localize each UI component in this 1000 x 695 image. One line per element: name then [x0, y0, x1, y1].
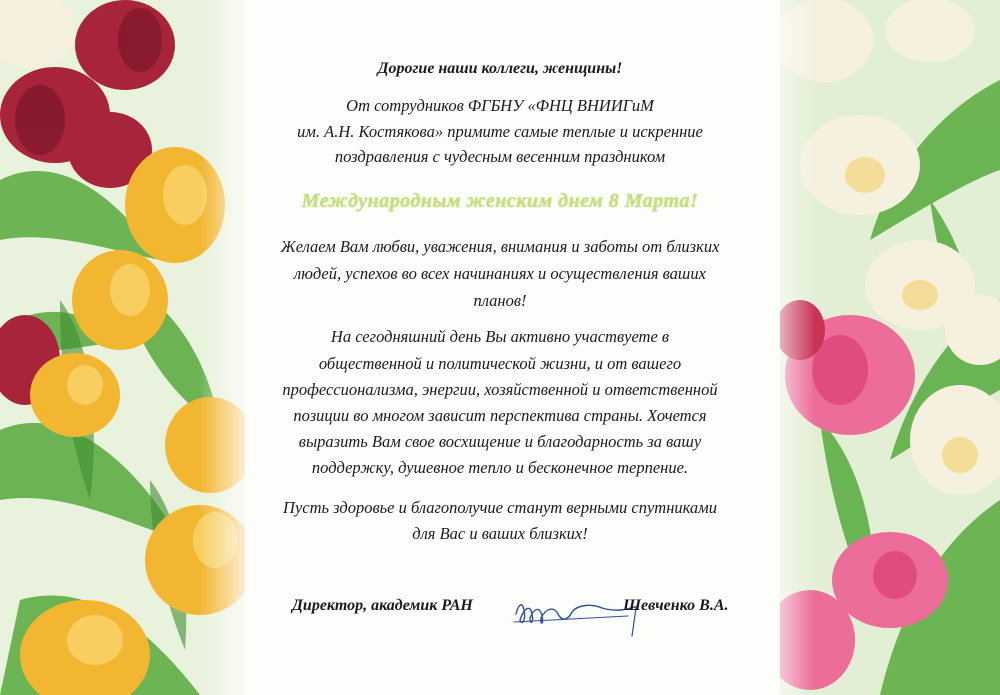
body-line: поддержку, душевное тепло и бесконечное терпение. — [311, 458, 689, 477]
signer-name: Шевченко В.А. — [623, 597, 729, 614]
wish-line: Желаем Вам любви, уважения, внимания и заботы от близких — [280, 237, 720, 256]
holiday-title: Международным женским днем 8 Марта! — [301, 190, 699, 212]
body-line: профессионализма, энергии, хозяйственной и ответственной — [282, 380, 718, 399]
greeting-heading: Дорогие наши коллеги, женщины! — [377, 60, 623, 77]
closing-line: для Вас и ваших близких! — [412, 524, 588, 543]
closing-line: Пусть здоровье и благополучие станут верными спутниками — [283, 498, 717, 517]
body-line: позиции во многом зависит перспектива страны. Хочется — [293, 406, 707, 425]
handwritten-signature — [508, 586, 648, 646]
body-line: На сегодняшний день Вы активно участвуете в — [330, 327, 670, 346]
body-line: выразить Вам свое восхищение и благодарность за вашу — [298, 432, 702, 451]
intro-line: им. А.Н. Костякова» примите самые теплые и искренние — [297, 122, 703, 141]
intro-line: поздравления с чудесным весенним праздником — [334, 147, 666, 166]
signer-title: Директор, академик РАН — [292, 597, 473, 614]
intro-line: От сотрудников ФГБНУ «ФНЦ ВНИИГиМ — [346, 96, 654, 115]
wish-line: людей, успехов во всех начинаниях и осуществления ваших — [294, 264, 706, 283]
body-line: общественной и политической жизни, и от вашего — [318, 354, 682, 373]
wish-line: планов! — [473, 291, 527, 310]
